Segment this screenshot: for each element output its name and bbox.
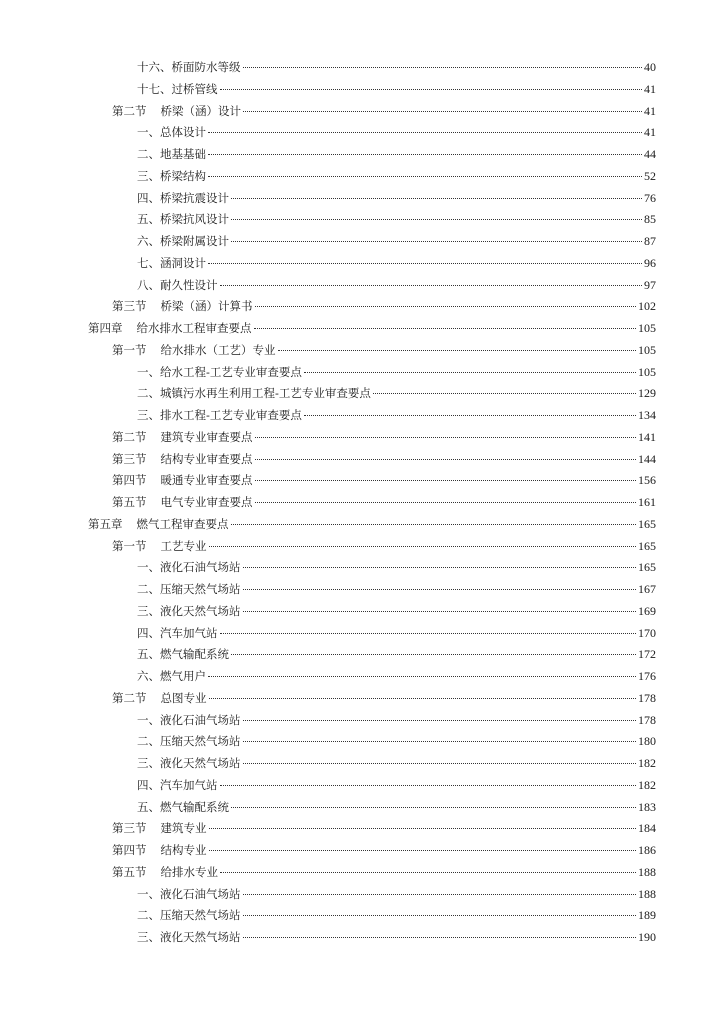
toc-entry-number: 第四节 [112,843,147,857]
toc-entry-number: 一、 [137,125,160,140]
toc-entry-number: 十七、 [137,81,172,96]
toc-entry-item[interactable] [137,601,656,621]
toc-entry-title: 液化石油气场站 [160,886,241,901]
toc-entry-title: 燃气工程审查要点 [136,516,229,531]
toc-entry-page-number: 105 [638,321,656,335]
dot-leader [373,393,636,394]
dot-leader [220,285,643,286]
toc-entry-title: 液化天然气场站 [160,930,241,944]
toc-entry-page-number: 87 [644,234,656,248]
dot-leader [304,415,636,416]
toc-entry-section[interactable] [112,427,656,447]
toc-entry-section[interactable] [112,470,656,490]
dot-leader [220,633,637,634]
toc-entry-title: 压缩天然气场站 [160,734,241,749]
toc-entry-page-number: 172 [638,647,656,662]
toc-entry-number: 八、 [137,277,160,292]
toc-entry-item[interactable] [137,253,656,273]
toc-entry-section[interactable] [112,340,656,360]
toc-entry-chapter[interactable] [88,514,656,534]
dot-leader [209,698,637,699]
toc-entry-page-number: 176 [638,669,656,683]
dot-leader [220,89,643,90]
toc-entry-page-number: 96 [644,255,656,270]
toc-entry-item[interactable] [137,884,656,904]
dot-leader [243,611,637,612]
toc-entry-page-number: 189 [638,908,656,923]
dot-leader [243,763,637,764]
toc-entry-page-number: 44 [644,147,656,161]
toc-entry-title: 排水工程-工艺专业审查要点 [160,408,302,422]
toc-entry-item[interactable] [137,927,656,947]
toc-entry-page-number: 182 [638,777,656,792]
toc-entry-title: 桥梁附属设计 [160,234,229,248]
dot-leader [220,785,637,786]
toc-entry-number: 二、 [137,734,160,749]
toc-entry-number: 第二节 [112,690,147,705]
toc-entry-title: 液化天然气场站 [160,756,241,770]
toc-entry-number: 五、 [137,647,160,662]
toc-entry-number: 第一节 [112,342,147,357]
toc-entry-title: 给水排水（工艺）专业 [160,342,276,357]
toc-entry-title: 汽车加气站 [160,777,218,792]
toc-entry-title: 涵洞设计 [160,255,206,270]
toc-entry-title: 桥梁（涵）计算书 [160,299,253,314]
toc-entry-title: 液化石油气场站 [160,560,241,575]
toc-entry-number: 四、 [137,777,160,792]
dot-leader [243,937,637,938]
toc-entry-title: 桥面防水等级 [171,60,241,74]
toc-entry-number: 第五章 [88,516,123,531]
toc-entry-title: 液化天然气场站 [160,603,241,618]
dot-leader [208,263,642,264]
toc-entry-page-number: 141 [638,429,656,444]
toc-entry-title: 耐久性设计 [160,277,218,292]
toc-entry-item[interactable] [137,231,656,251]
dot-leader [231,219,642,220]
dot-leader [243,111,642,112]
dot-leader [304,372,636,373]
dot-leader [243,567,637,568]
dot-leader [255,459,637,460]
toc-entry-page-number: 134 [638,408,656,422]
toc-entry-number: 第四节 [112,473,147,488]
toc-entry-title: 桥梁抗风设计 [160,212,229,227]
dot-leader [209,546,637,547]
toc-entry-page-number: 105 [638,364,656,379]
dot-leader [255,437,637,438]
dot-leader [208,676,636,677]
toc-entry-number: 二、 [137,582,160,596]
toc-entry-page-number: 170 [638,625,656,640]
dot-leader [231,198,642,199]
toc-entry-page-number: 188 [638,886,656,901]
toc-entry-title: 燃气用户 [160,669,206,683]
toc-entry-number: 五、 [137,212,160,227]
dot-leader [231,654,636,655]
toc-entry-page-number: 165 [638,516,656,531]
toc-entry-page-number: 41 [644,103,656,118]
toc-entry-title: 给排水专业 [160,864,218,879]
dot-leader [243,67,643,68]
toc-entry-number: 三、 [137,930,160,944]
toc-entry-title: 桥梁抗震设计 [160,190,229,205]
toc-entry-number: 三、 [137,168,160,183]
toc-entry-title: 电气专业审查要点 [160,495,253,509]
toc-entry-title: 压缩天然气场站 [160,582,241,596]
toc-entry-number: 二、 [137,147,160,161]
toc-entry-number: 第三节 [112,451,147,466]
toc-entry-page-number: 165 [638,560,656,575]
toc-entry-title: 工艺专业 [160,538,207,553]
toc-entry-title: 城镇污水再生利用工程-工艺专业审查要点 [160,386,371,401]
toc-entry-section[interactable] [112,296,656,316]
toc-entry-number: 第四章 [88,321,123,335]
toc-entry-title: 总体设计 [160,125,206,140]
toc-entry-title: 给水排水工程审查要点 [136,321,252,335]
toc-entry-item[interactable] [137,57,656,77]
toc-entry-section[interactable] [112,492,656,512]
toc-entry-number: 一、 [137,560,160,575]
toc-entry-item[interactable] [137,731,656,751]
toc-entry-number: 第三节 [112,821,147,836]
toc-entry-title: 结构专业 [160,843,207,857]
toc-entry-number: 三、 [137,603,160,618]
toc-entry-number: 二、 [137,386,160,401]
dot-leader [243,589,637,590]
toc-entry-section[interactable] [112,818,656,838]
toc-entry-item[interactable] [137,188,656,208]
toc-entry-page-number: 161 [638,495,656,509]
toc-entry-number: 第三节 [112,299,147,314]
dot-leader [278,350,637,351]
dot-leader [231,524,637,525]
toc-entry-item[interactable] [137,144,656,164]
toc-entry-item[interactable] [137,362,656,382]
toc-entry-page-number: 129 [638,386,656,401]
toc-entry-page-number: 40 [644,60,656,74]
toc-entry-page-number: 178 [638,712,656,727]
toc-entry-page-number: 76 [644,190,656,205]
toc-entry-item[interactable] [137,753,656,773]
toc-entry-title: 建筑专业审查要点 [160,429,253,444]
toc-entry-section[interactable] [112,449,656,469]
dot-leader [243,894,637,895]
dot-leader [208,154,642,155]
toc-entry-item[interactable] [137,79,656,99]
toc-entry-title: 给水工程-工艺专业审查要点 [160,364,302,379]
toc-entry-page-number: 105 [638,342,656,357]
toc-entry-title: 总图专业 [160,690,207,705]
toc-entry-page-number: 183 [638,799,656,814]
toc-entry-section[interactable] [112,840,656,860]
toc-entry-title: 液化石油气场站 [160,712,241,727]
toc-entry-section[interactable] [112,688,656,708]
dot-leader [209,850,637,851]
toc-entry-number: 第二节 [112,103,147,118]
toc-entry-item[interactable] [137,166,656,186]
toc-entry-number: 四、 [137,190,160,205]
toc-entry-page-number: 97 [644,277,656,292]
toc-entry-section[interactable] [112,536,656,556]
toc-entry-page-number: 52 [644,168,656,183]
dot-leader [255,502,637,503]
toc-entry-number: 三、 [137,756,160,770]
toc-entry-page-number: 184 [638,821,656,836]
toc-entry-page-number: 169 [638,603,656,618]
toc-entry-title: 桥梁结构 [160,168,206,183]
dot-leader [220,872,636,873]
toc-entry-page-number: 190 [638,930,656,944]
toc-entry-number: 六、 [137,669,160,683]
dot-leader [255,306,637,307]
dot-leader [243,741,637,742]
toc-entry-page-number: 165 [638,538,656,553]
toc-entry-number: 第五节 [112,864,147,879]
toc-entry-page-number: 180 [638,734,656,749]
toc-entry-item[interactable] [137,209,656,229]
toc-entry-page-number: 144 [638,451,656,466]
toc-entry-page-number: 85 [644,212,656,227]
toc-entry-number: 六、 [137,234,160,248]
toc-entry-title: 暖通专业审查要点 [160,473,253,488]
toc-entry-item[interactable] [137,775,656,795]
toc-entry-title: 桥梁（涵）设计 [160,103,241,118]
toc-entry-page-number: 156 [638,473,656,488]
toc-entry-page-number: 182 [638,756,656,770]
toc-entry-item[interactable] [137,383,656,403]
toc-entry-title: 建筑专业 [160,821,207,836]
toc-entry-page-number: 41 [644,125,656,140]
toc-entry-page-number: 102 [638,299,656,314]
toc-entry-item[interactable] [137,557,656,577]
toc-entry-title: 地基基础 [160,147,206,161]
toc-entry-number: 七、 [137,255,160,270]
toc-entry-title: 燃气输配系统 [160,799,229,814]
toc-entry-section[interactable] [112,862,656,882]
toc-entry-number: 一、 [137,364,160,379]
dot-leader [231,807,636,808]
toc-entry-item[interactable] [137,905,656,925]
toc-entry-chapter[interactable] [88,318,656,338]
toc-entry-title: 压缩天然气场站 [160,908,241,923]
toc-entry-number: 三、 [137,408,160,422]
toc-entry-item[interactable] [137,275,656,295]
dot-leader [208,132,642,133]
toc-entry-page-number: 178 [638,690,656,705]
toc-entry-title: 过桥管线 [171,81,218,96]
dot-leader [208,176,642,177]
toc-entry-section[interactable] [112,101,656,121]
toc-entry-item[interactable] [137,644,656,664]
toc-entry-number: 一、 [137,712,160,727]
toc-entry-number: 第五节 [112,495,147,509]
toc-entry-page-number: 41 [644,81,656,96]
toc-entry-item[interactable] [137,623,656,643]
toc-entry-item[interactable] [137,710,656,730]
dot-leader [231,241,642,242]
dot-leader [254,328,637,329]
dot-leader [243,915,637,916]
toc-entry-item[interactable] [137,797,656,817]
toc-entry-number: 一、 [137,886,160,901]
toc-entry-page-number: 167 [638,582,656,596]
dot-leader [255,480,637,481]
toc-entry-number: 二、 [137,908,160,923]
toc-entry-title: 燃气输配系统 [160,647,229,662]
toc-entry-item[interactable] [137,122,656,142]
toc-entry-number: 五、 [137,799,160,814]
toc-entry-number: 第二节 [112,429,147,444]
toc-entry-number: 四、 [137,625,160,640]
toc-entry-title: 结构专业审查要点 [160,451,253,466]
toc-entry-page-number: 186 [638,843,656,857]
toc-entry-title: 汽车加气站 [160,625,218,640]
toc-entry-page-number: 188 [638,864,656,879]
dot-leader [243,720,637,721]
toc-entry-number: 十六、 [137,60,172,74]
dot-leader [209,828,637,829]
toc-entry-item[interactable] [137,405,656,425]
toc-entry-item[interactable] [137,579,656,599]
toc-entry-number: 第一节 [112,538,147,553]
toc-entry-item[interactable] [137,666,656,686]
